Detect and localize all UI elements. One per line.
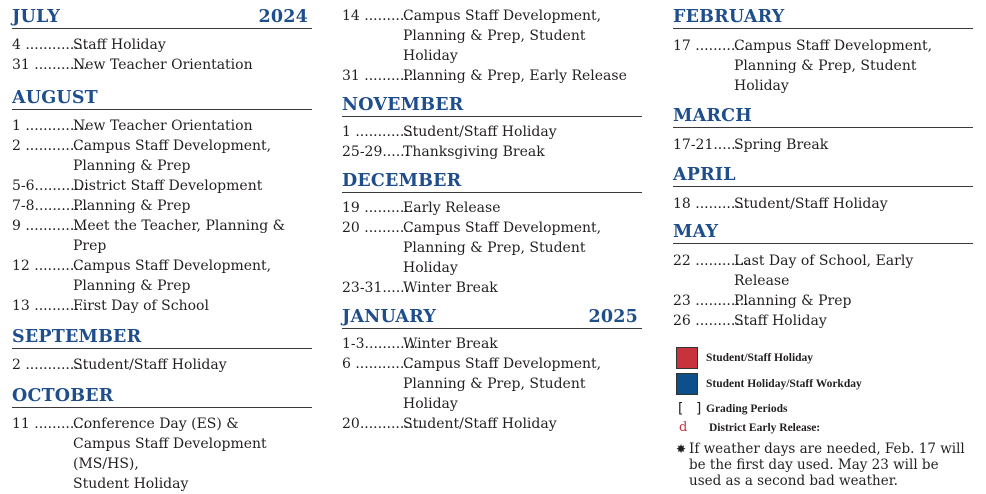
legend-workday <box>676 373 973 395</box>
legend <box>673 347 973 489</box>
month-title: JANUARY <box>342 307 437 327</box>
entry-text: New Teacher Orientation <box>73 57 253 73</box>
entry-text: District Staff Development <box>73 178 263 194</box>
entry-text: Conference Day (ES) & Campus Staff Development (MS/HS), Student Holiday <box>73 416 267 492</box>
month-title: SEPTEMBER <box>12 327 142 347</box>
month-header-july <box>12 5 312 29</box>
month-header-december <box>342 169 642 193</box>
calendar-entry <box>342 142 642 162</box>
section-january <box>342 305 642 434</box>
section-august <box>12 86 312 316</box>
entry-date: 23 ............ <box>673 293 749 309</box>
entry-date: 5-6............ <box>12 178 88 194</box>
entry-text: Thanksgiving Break <box>403 144 545 160</box>
entry-text: Planning & Prep <box>734 293 852 309</box>
weather-note-text: If weather days are needed, Feb. 17 will be the first day used. May 23 will be used as a second bad weather. <box>689 441 965 489</box>
entry-text: Winter Break <box>403 336 498 352</box>
entry-text: Campus Staff Development, Planning & Prep <box>73 138 272 174</box>
calendar-entry <box>12 116 312 136</box>
calendar-entry <box>673 311 973 331</box>
year-label: 2024 <box>258 7 308 27</box>
entry-date: 14 ............ <box>342 8 418 24</box>
entry-text: Campus Staff Development, Planning & Prep, Student Holiday <box>734 38 933 94</box>
calendar-entry <box>12 296 312 316</box>
entry-date: 4 .............. <box>12 37 88 53</box>
section-april <box>673 163 973 214</box>
calendar-entry <box>12 355 312 375</box>
legend-label: Student Holiday/Staff Workday <box>706 378 862 390</box>
entry-date: 2 .............. <box>12 138 88 154</box>
column-1 <box>12 0 312 494</box>
month-header-august <box>12 86 312 110</box>
calendar-entry <box>12 216 312 256</box>
calendar-entry <box>12 35 312 55</box>
section-july <box>12 5 312 75</box>
entry-date: 11 ............ <box>12 416 88 432</box>
entry-text: Campus Staff Development, Planning & Prep, Student Holiday <box>403 356 602 412</box>
legend-label: Grading Periods <box>706 403 788 415</box>
legend-grading <box>676 401 973 417</box>
entry-text: Last Day of School, Early Release <box>734 253 914 289</box>
entry-date: 23-31...... <box>342 280 410 296</box>
entry-text: Early Release <box>403 200 501 216</box>
month-header-march <box>673 104 973 128</box>
entry-date: 17-21...... <box>673 137 741 153</box>
entry-text: Planning & Prep <box>73 198 191 214</box>
calendar-entry <box>673 135 973 155</box>
legend-label: Student/Staff Holiday <box>706 352 814 364</box>
month-header-january <box>342 305 642 329</box>
entry-text: Staff Holiday <box>73 37 166 53</box>
holiday-swatch <box>676 347 698 369</box>
entry-date: 17 ............ <box>673 38 749 54</box>
entry-text: Meet the Teacher, Planning & Prep <box>73 218 286 254</box>
year-label: 2025 <box>588 307 638 327</box>
section-february <box>673 5 973 96</box>
section-december <box>342 169 642 298</box>
calendar-entry <box>12 196 312 216</box>
asterisk-icon: ✸ <box>676 442 687 456</box>
calendar-entry <box>12 55 312 75</box>
entry-date: 20.............. <box>342 416 423 432</box>
entry-date: 6 .............. <box>342 356 418 372</box>
entry-date: 1-3............ <box>342 336 418 352</box>
entry-text: Planning & Prep, Early Release <box>403 68 627 84</box>
legend-holiday <box>676 347 973 369</box>
entry-date: 9 .............. <box>12 218 88 234</box>
month-header-october <box>12 384 312 408</box>
entry-date: 1 .............. <box>342 124 418 140</box>
entry-text: Student/Staff Holiday <box>73 357 227 373</box>
section-october-continued <box>342 6 642 86</box>
weather-note <box>676 441 973 489</box>
calendar-entry <box>342 334 642 354</box>
entry-text: New Teacher Orientation <box>73 118 253 134</box>
legend-label: District Early Release: <box>709 421 821 434</box>
entry-date: 19 ............ <box>342 200 418 216</box>
entry-text: Winter Break <box>403 280 498 296</box>
entry-date: 22 ............ <box>673 253 749 269</box>
month-title: FEBRUARY <box>673 7 785 27</box>
entry-date: 13 ............ <box>12 298 88 314</box>
legend-early-release <box>676 420 973 435</box>
entry-text: Campus Staff Development, Planning & Prep <box>73 258 272 294</box>
calendar-entry <box>673 194 973 214</box>
month-header-february <box>673 5 973 29</box>
entry-text: Campus Staff Development, Planning & Prep, Student Holiday <box>403 8 602 64</box>
entry-date: 31 ............ <box>342 68 418 84</box>
calendar-entry <box>342 6 642 66</box>
entry-date: 12 ............ <box>12 258 88 274</box>
month-title: OCTOBER <box>12 386 114 406</box>
column-2 <box>342 0 642 434</box>
section-september <box>12 325 312 375</box>
section-march <box>673 104 973 155</box>
entry-text: Campus Staff Development, Planning & Prep, Student Holiday <box>403 220 602 276</box>
early-release-symbol: d <box>679 420 688 435</box>
month-title: NOVEMBER <box>342 95 464 115</box>
bracket-icon: [ ] <box>676 401 705 417</box>
month-title: MAY <box>673 222 719 242</box>
entry-text: Student/Staff Holiday <box>734 196 888 212</box>
calendar-entry <box>342 278 642 298</box>
month-title: AUGUST <box>12 88 98 108</box>
month-title: JULY <box>12 7 61 27</box>
calendar-entry <box>342 354 642 414</box>
month-header-november <box>342 93 642 117</box>
calendar-entry <box>673 36 973 96</box>
entry-text: Student/Staff Holiday <box>403 124 557 140</box>
calendar-entry <box>12 136 312 176</box>
section-may <box>673 220 973 331</box>
column-3 <box>673 0 973 489</box>
month-header-september <box>12 325 312 349</box>
calendar-entry <box>342 414 642 434</box>
entry-date: 26 ............ <box>673 313 749 329</box>
month-title: APRIL <box>673 165 736 185</box>
calendar-entry <box>342 218 642 278</box>
calendar-entry <box>673 291 973 311</box>
entry-date: 20 ............ <box>342 220 418 236</box>
section-october <box>12 384 312 494</box>
calendar-entry <box>342 66 642 86</box>
calendar-entry <box>342 122 642 142</box>
entry-date: 25-29...... <box>342 144 410 160</box>
entry-date: 31 ............ <box>12 57 88 73</box>
entry-date: 7-8............ <box>12 198 88 214</box>
month-title: MARCH <box>673 106 752 126</box>
calendar-entry <box>12 414 312 494</box>
month-header-april <box>673 163 973 187</box>
calendar-entry <box>12 256 312 296</box>
calendar-entry <box>342 198 642 218</box>
entry-date: 2 .............. <box>12 357 88 373</box>
workday-swatch <box>676 373 698 395</box>
section-november <box>342 93 642 162</box>
calendar-entry <box>673 251 973 291</box>
entry-text: Student/Staff Holiday <box>403 416 557 432</box>
month-header-may <box>673 220 973 244</box>
entry-text: Spring Break <box>734 137 829 153</box>
entry-date: 1 .............. <box>12 118 88 134</box>
entry-date: 18 ............ <box>673 196 749 212</box>
calendar-entry <box>12 176 312 196</box>
entry-text: Staff Holiday <box>734 313 827 329</box>
entry-text: First Day of School <box>73 298 209 314</box>
month-title: DECEMBER <box>342 171 462 191</box>
